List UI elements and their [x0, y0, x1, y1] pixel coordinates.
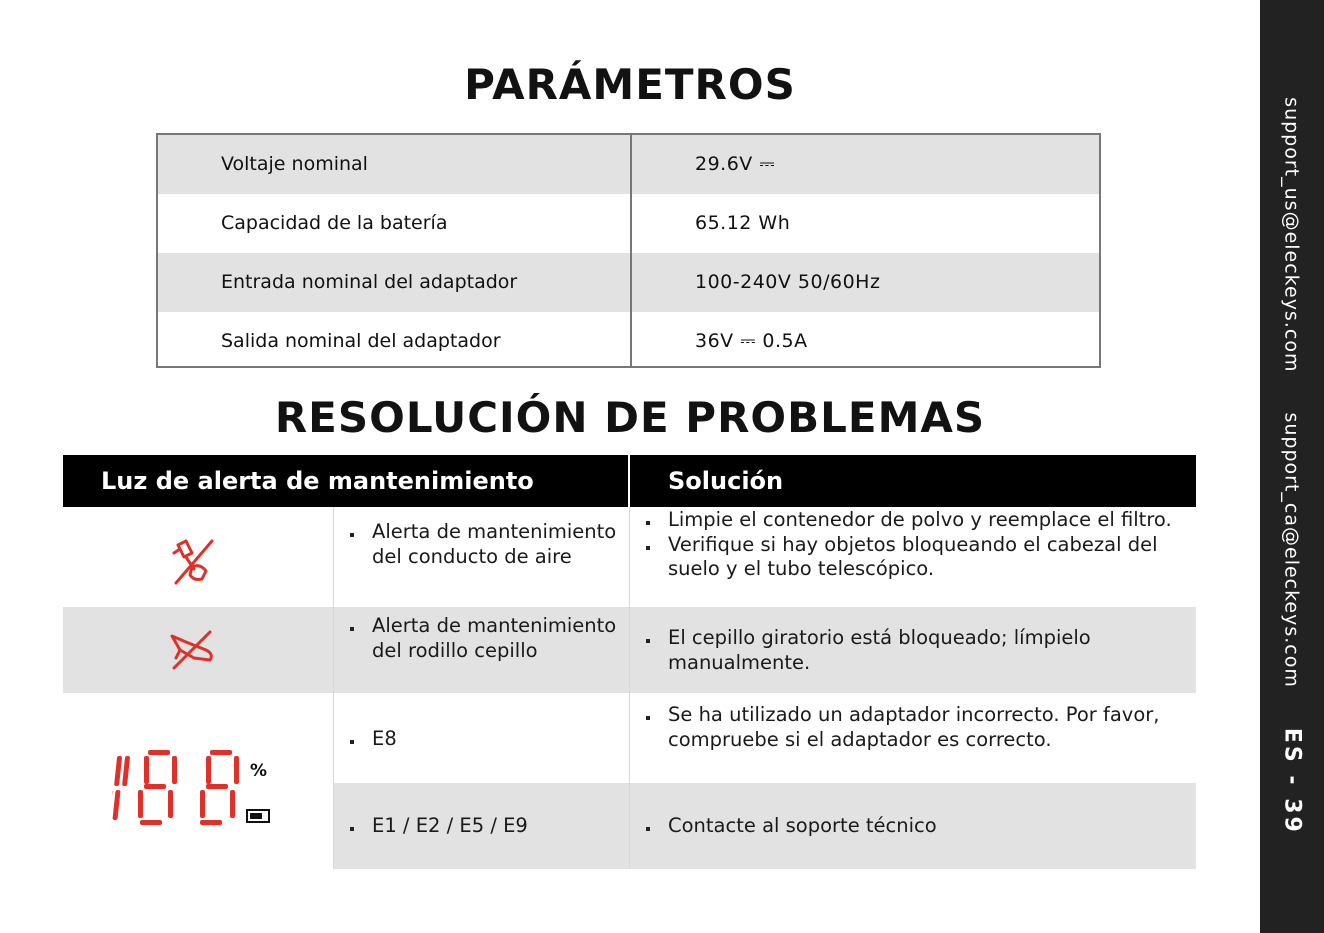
solution-text-row4 [632, 814, 1180, 839]
page-number: ES - 39 [1279, 727, 1305, 835]
param-row [158, 135, 1099, 194]
solution-text-row1 [632, 508, 1180, 582]
solution-text-row2 [632, 626, 1180, 675]
troubleshooting-header [63, 455, 1196, 507]
alert-text-row1 [336, 520, 626, 569]
param-row [158, 194, 1099, 253]
sidebar-text [1280, 97, 1305, 835]
support-email-us: support_us@eleckeys.com [1280, 97, 1303, 373]
param-label: Salida nominal del adaptador [221, 330, 501, 352]
support-email-ca: support_ca@eleckeys.com [1280, 412, 1303, 688]
column-divider [629, 507, 630, 869]
parameters-title: PARÁMETROS [464, 60, 796, 109]
list-item: Alerta de mantenimiento del rodillo cepillo [372, 614, 626, 663]
list-item: Verifique si hay objetos bloqueando el cabezal del suelo y el tubo telescópico. [668, 533, 1180, 582]
list-item: Se ha utilizado un adaptador incorrecto. Por favor, compruebe si el adaptador es correcto. [668, 703, 1180, 752]
column-divider [630, 135, 632, 366]
percent-label: % [250, 761, 268, 781]
alert-text-row3 [336, 727, 626, 752]
list-item: El cepillo giratorio está bloqueado; límpielo manualmente. [668, 626, 1180, 675]
param-value: 36V ⎓ 0.5A [695, 330, 808, 352]
troubleshooting-title: RESOLUCIÓN DE PROBLEMAS [274, 393, 986, 442]
list-item: E8 [372, 727, 626, 752]
list-item: Contacte al soporte técnico [668, 814, 1180, 839]
param-value: 65.12 Wh [695, 212, 791, 234]
alert-text-row2 [336, 614, 626, 663]
param-value: 29.6V ⎓ [695, 153, 776, 175]
list-item: Limpie el contenedor de polvo y reemplace el filtro. [668, 508, 1180, 533]
column-divider [333, 507, 334, 869]
segment-display-icon [112, 748, 272, 830]
list-item: Alerta de mantenimiento del conducto de aire [372, 520, 626, 569]
param-label: Voltaje nominal [221, 153, 368, 175]
param-label: Entrada nominal del adaptador [221, 271, 518, 293]
list-item: E1 / E2 / E5 / E9 [372, 814, 626, 839]
header-divider [628, 455, 630, 507]
param-row [158, 312, 1099, 371]
param-label: Capacidad de la batería [221, 212, 448, 234]
battery-icon [247, 810, 269, 822]
param-row [158, 253, 1099, 312]
airway-blocked-icon [166, 537, 222, 585]
header-alert-column: Luz de alerta de mantenimiento [101, 467, 534, 495]
solution-text-row3 [632, 703, 1180, 752]
param-value: 100-240V 50/60Hz [695, 271, 881, 293]
parameters-table [156, 133, 1101, 368]
alert-text-row4 [336, 814, 626, 839]
brush-roll-blocked-icon [166, 628, 222, 670]
header-solution-column: Solución [668, 467, 784, 495]
